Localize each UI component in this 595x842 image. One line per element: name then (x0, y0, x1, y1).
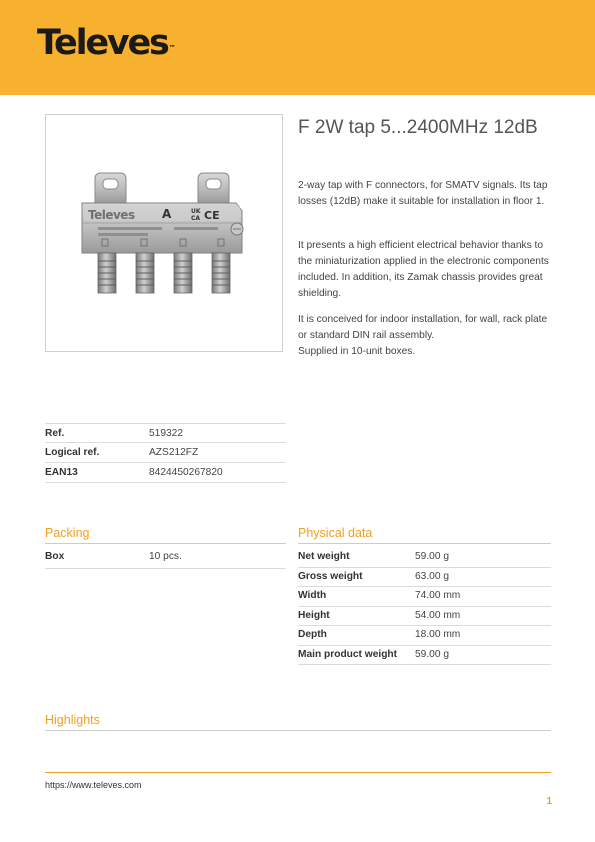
reference-table (45, 423, 286, 483)
description-paragraph: It presents a high efficient electrical behavior thanks to the miniaturization applied in the electronic components included. In addition, its Zamak chassis provides great shielding. (298, 240, 549, 299)
depth-value: 18.00 mm (415, 629, 461, 640)
gross-weight-value: 63.00 g (415, 570, 449, 582)
f-connector-1 (98, 253, 116, 293)
highlights-heading: Highlights (45, 713, 100, 727)
main-product-weight-value: 59.00 g (415, 648, 449, 660)
device-ce-label: CE (204, 209, 220, 222)
packing-table (45, 548, 286, 569)
table-row (298, 548, 551, 568)
table-row (298, 607, 551, 627)
trademark-symbol: ™ (168, 44, 176, 52)
gross-weight-label: Gross weight (298, 570, 363, 582)
svg-text:A: A (162, 207, 172, 221)
table-row (298, 568, 551, 588)
table-row (298, 626, 551, 646)
product-title: F 2W tap 5...2400MHz 12dB (298, 117, 538, 138)
width-label: Width (298, 590, 327, 601)
table-row (45, 423, 286, 443)
main-product-weight-label: Main product weight (298, 648, 398, 660)
f-connector-2 (136, 253, 154, 293)
height-label: Height (298, 609, 330, 621)
height-value: 54.00 mm (415, 609, 461, 621)
description-paragraph: 2-way tap with F connectors, for SMATV signals. Its tap losses (12dB) make it suitable for installation in floor 1. (298, 180, 548, 207)
table-row (45, 463, 286, 483)
width-value: 74.00 mm (415, 590, 461, 601)
product-image (45, 114, 283, 352)
divider (45, 543, 286, 544)
brand-name: Televes (37, 23, 168, 63)
website-link[interactable]: https://www.televes.com (45, 780, 142, 790)
depth-label: Depth (298, 629, 327, 640)
f-connector-4 (212, 253, 230, 293)
packing-heading: Packing (45, 526, 90, 540)
physical-data-heading: Physical data (298, 526, 373, 540)
ean13-value: 8424450267820 (149, 467, 223, 478)
televes-logo (37, 23, 175, 63)
tap-device-illustration (46, 115, 284, 353)
page-number: 1 (546, 796, 552, 807)
footer-divider (45, 772, 551, 773)
table-row (45, 443, 286, 463)
description-paragraph: It is conceived for indoor installation, for wall, rack plate or standard DIN rail assembly. (298, 314, 548, 341)
physical-data-table (298, 548, 551, 665)
box-value: 10 pcs. (149, 551, 182, 562)
device-uk-label: UK (191, 208, 201, 215)
description-paragraph: Supplied in 10-unit boxes. (298, 346, 416, 357)
logical-ref-label: Logical ref. (45, 447, 100, 458)
net-weight-value: 59.00 g (415, 551, 449, 562)
divider (45, 730, 551, 731)
f-connector-3 (174, 253, 192, 293)
device-ca-label: CA (191, 215, 201, 222)
table-row (298, 587, 551, 607)
ean13-label: EAN13 (45, 467, 78, 478)
ref-label: Ref. (45, 428, 65, 439)
header-banner (0, 0, 595, 95)
logical-ref-value: AZS212FZ (149, 447, 199, 458)
device-brand-label: Televes (88, 208, 135, 222)
table-row (298, 646, 551, 666)
box-label: Box (45, 551, 65, 562)
table-row (45, 548, 286, 569)
net-weight-label: Net weight (298, 551, 350, 562)
ref-value: 519322 (149, 428, 183, 439)
divider (298, 543, 551, 544)
